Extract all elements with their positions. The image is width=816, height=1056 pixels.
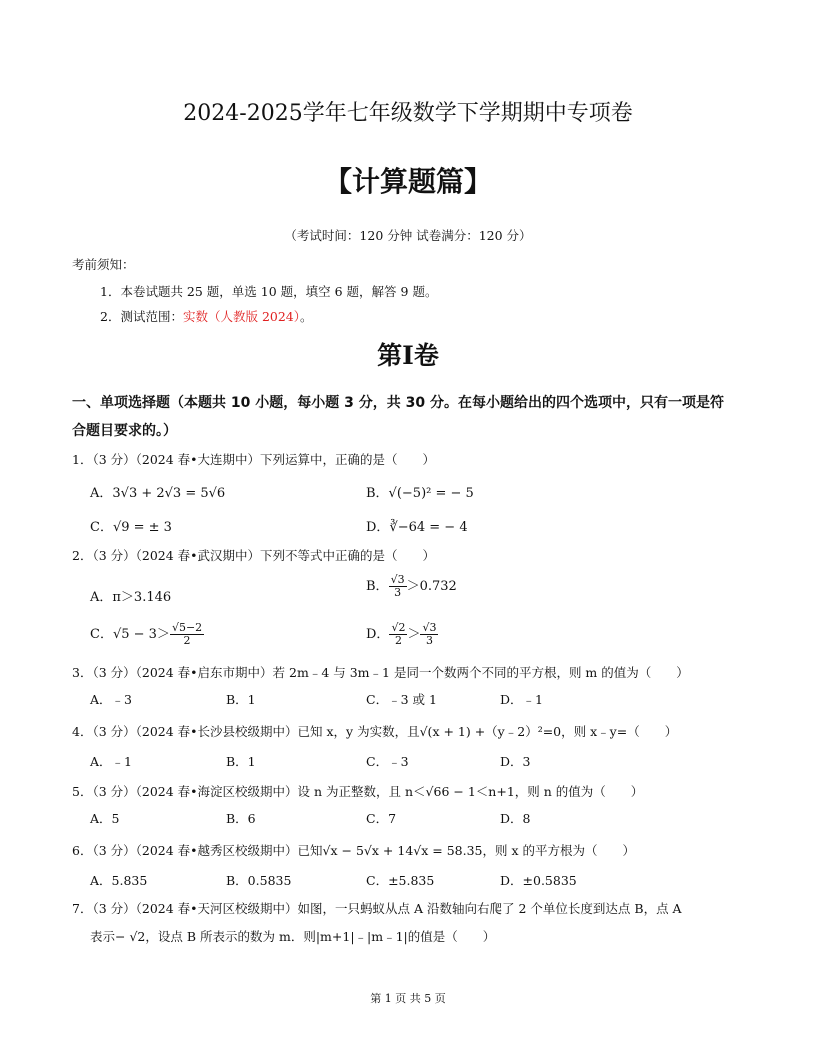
- fraction-denominator: 2: [394, 634, 402, 648]
- question-5-stem: 5．（3 分）（2024 春•海淀区校级期中）设 n 为正整数，且 n＜√66 − 1＜n+1，则 n 的值为（ ）: [72, 784, 644, 799]
- question-3-option-d: D．﹣1: [500, 692, 543, 707]
- question-3-option-b: B．1: [226, 692, 256, 707]
- question-6-option-d: D．±0.5835: [500, 873, 577, 888]
- question-4-option-b: B．1: [226, 754, 256, 769]
- option-c-left: √5 − 3＞: [112, 627, 170, 643]
- question-2-option-a: A．π＞3.146: [90, 590, 172, 605]
- question-4-option-c: C．﹣3: [366, 754, 409, 769]
- note-item-1: 1．本卷试题共 25 题，单选 10 题，填空 6 题，解答 9 题。: [100, 284, 438, 299]
- note-item-2-highlight: 实数（人教版 2024）: [182, 309, 301, 324]
- fraction-sqrt2-over-2: [389, 622, 407, 647]
- question-2-option-c: [90, 622, 204, 647]
- note-item-2: [100, 307, 313, 325]
- question-3-stem: 3．（3 分）（2024 春•启东市期中）若 2m﹣4 与 3m﹣1 是同一个数两个不同的平方根，则 m 的值为（ ）: [72, 665, 689, 680]
- volume-title: 第I卷: [377, 341, 439, 370]
- question-5-option-a: A．5: [90, 811, 120, 826]
- fraction-numerator: √3: [422, 621, 437, 634]
- fraction-numerator: √2: [391, 621, 406, 634]
- question-1-stem: 1．（3 分）（2024 春•大连期中）下列运算中，正确的是（ ）: [72, 452, 436, 467]
- question-3-option-a: A．﹣3: [90, 692, 132, 707]
- question-7-stem-line-1: 7．（3 分）（2024 春•天河区校级期中）如图，一只蚂蚁从点 A 沿数轴向右爬了 2 个单位长度到达点 B，点 A: [72, 901, 682, 916]
- section-heading-line-1: 一、单项选择题（本题共 10 小题，每小题 3 分，共 30 分。在每小题给出的四个选项中，只有一项是符: [72, 395, 724, 411]
- greater-than: ＞: [407, 627, 421, 643]
- option-b-tail: ＞0.732: [406, 579, 457, 595]
- fraction-denominator: 3: [425, 634, 433, 648]
- question-3-option-c: C．﹣3 或 1: [366, 692, 437, 707]
- note-item-2-suffix: 。: [300, 309, 313, 324]
- exam-info: （考试时间：120 分钟 试卷满分：120 分）: [284, 228, 532, 243]
- fraction-numerator: √3: [390, 573, 405, 586]
- question-1-option-d: D．∛−64 = − 4: [366, 520, 468, 535]
- question-7-stem-line-2: 表示− √2，设点 B 所表示的数为 m．则|m+1|﹣|m﹣1|的值是（ ）: [90, 929, 496, 944]
- question-2-option-b: [366, 574, 457, 599]
- question-6-option-b: B．0.5835: [226, 873, 292, 888]
- option-d-label: D．: [366, 627, 390, 643]
- fraction-sqrt5-minus-2-over-2: [170, 622, 204, 647]
- question-4-option-a: A．﹣1: [90, 754, 132, 769]
- page-footer: 第 1 页 共 5 页: [370, 992, 446, 1005]
- question-4-option-d: D．3: [500, 754, 531, 769]
- fraction-numerator: √5−2: [171, 621, 203, 634]
- page-subtitle: 【计算题篇】: [323, 165, 492, 198]
- notes-heading: 考前须知：: [72, 257, 135, 272]
- note-item-2-prefix: 2．测试范围：: [100, 309, 183, 324]
- page-title: 2024-2025学年七年级数学下学期期中专项卷: [183, 101, 633, 126]
- question-6-option-c: C．±5.835: [366, 873, 435, 888]
- question-2-stem: 2．（3 分）（2024 春•武汉期中）下列不等式中正确的是（ ）: [72, 548, 436, 563]
- question-2-option-d: [366, 622, 438, 647]
- fraction-denominator: 3: [394, 586, 402, 600]
- question-4-stem: 4．（3 分）（2024 春•长沙县校级期中）已知 x，y 为实数，且√(x + 1) +（y﹣2）²=0，则 x﹣y=（ ）: [72, 724, 678, 739]
- fraction-sqrt3-over-3: [389, 574, 407, 599]
- question-6-stem: 6．（3 分）（2024 春•越秀区校级期中）已知√x − 5√x + 14√x = 58.35，则 x 的平方根为（ ）: [72, 843, 635, 858]
- option-c-label: C．: [90, 627, 113, 643]
- question-1-option-a: A．3√3 + 2√3 = 5√6: [90, 486, 226, 501]
- question-5-option-d: D．8: [500, 811, 531, 826]
- fraction-sqrt3-over-3-right: [420, 622, 438, 647]
- question-6-option-a: A．5.835: [90, 873, 148, 888]
- question-5-option-b: B．6: [226, 811, 256, 826]
- question-5-option-c: C．7: [366, 811, 397, 826]
- section-heading-line-2: 合题目要求的。）: [72, 423, 177, 439]
- question-1-option-b: B．√(−5)² = − 5: [366, 486, 474, 501]
- question-1-option-c: C．√9 = ± 3: [90, 520, 172, 535]
- option-b-label: B．: [366, 579, 389, 595]
- fraction-denominator: 2: [183, 634, 191, 648]
